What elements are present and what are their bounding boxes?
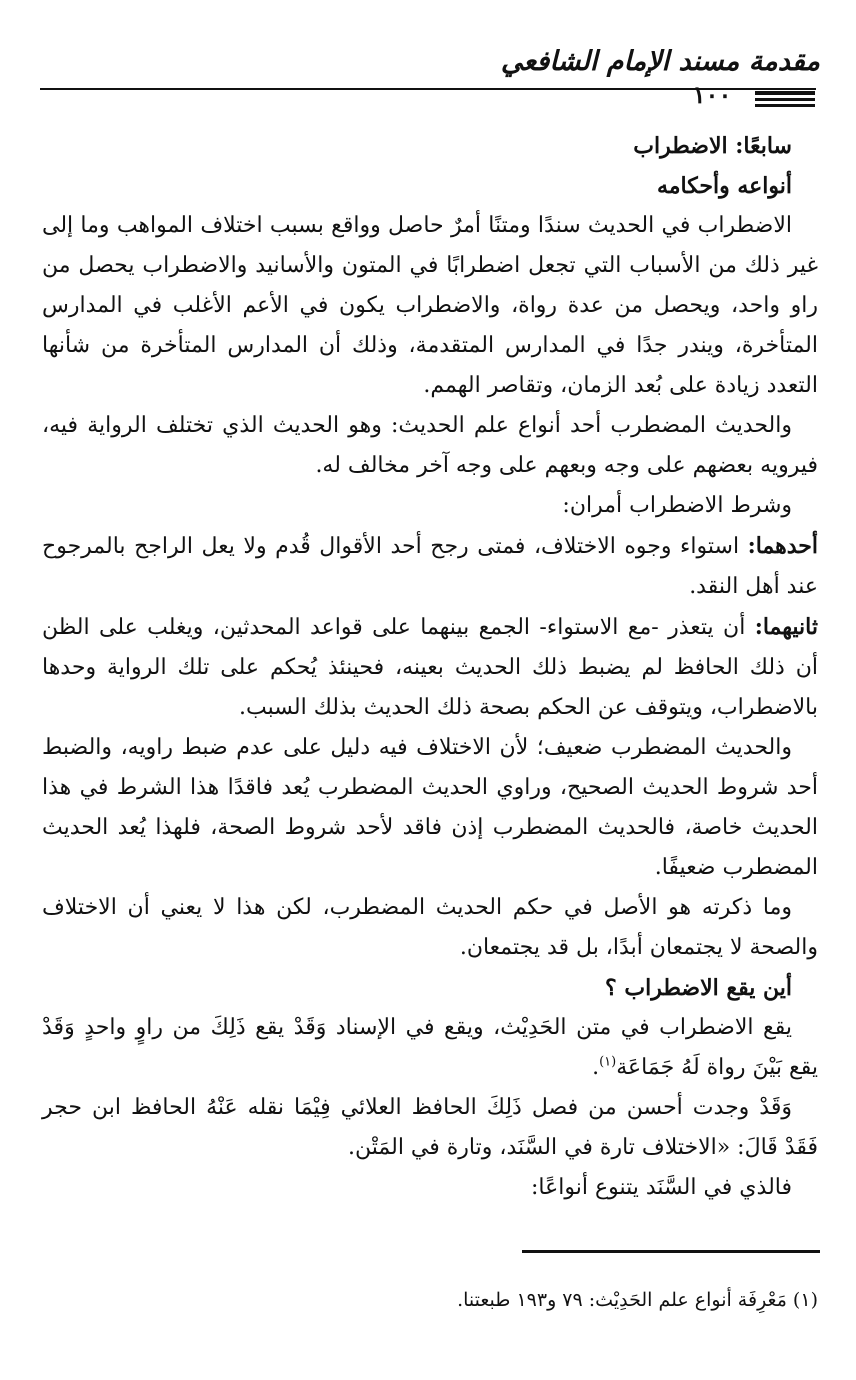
- footnote: (١) مَعْرِفَة أنواع علم الحَدِيْث: ٧٩ و١٩٣ طبعتنا.: [457, 1289, 818, 1311]
- condition-one-text: استواء وجوه الاختلاف، فمتى رجح أحد الأقوال قُدم ولا يعل الراجح بالمرجوح عند أهل النقد.: [42, 534, 818, 599]
- footnote-rule: [522, 1250, 820, 1253]
- condition-two-label: ثانيهما:: [754, 614, 818, 640]
- paragraph: والحديث المضطرب أحد أنواع علم الحديث: وهو الحديث الذي تختلف الرواية فيه، فيرويه بعضهم على وجه وبعهم على وجه آخر مخالف له.: [42, 413, 818, 478]
- footnote-reference[interactable]: (١): [599, 1054, 617, 1070]
- paragraph: وَقَدْ وجدت أحسن من فصل ذَلِكَ الحافظ العلائي فِيْمَا نقله عَنْهُ الحافظ ابن حجر فَقَدْ قَالَ: «الاختلاف تارة في السَّنَد، وتارة في المَتْن.: [42, 1095, 818, 1160]
- page-body: [42, 126, 818, 1208]
- page-number: ١٠٠: [692, 80, 732, 109]
- paragraph: الاضطراب في الحديث سندًا ومتنًا أمرٌ حاصل وواقع بسبب اختلاف المواهب وما إلى غير ذلك من الأسباب التي تجعل اضطرابًا في المتون والأسانيد والاضطراب يحصل من راو واحد، ويحصل من عدة رواة، والاضطراب يكون في الأعم الأغلب في المدارس المتأخرة، ويندر جدًا في المدارس المتقدمة، وذلك أن المدارس المتأخرة من شأنها التعدد زيادة على بُعد الزمان، وتقاصر الهمم.: [42, 213, 818, 398]
- condition-two-text: أن يتعذر -مع الاستواء- الجمع بينهما على قواعد المحدثين، ويغلب على الظن أن ذلك الحافظ لم يضبط ذلك الحديث بعينه، فحينئذ يُحكم على تلك الرواية وحدها بالاضطراب، ويتوقف عن الحكم بصحة ذلك الحديث بذلك السبب.: [42, 615, 818, 720]
- subsection-heading: أين يقع الاضطراب ؟: [605, 975, 792, 1001]
- paragraph-with-footnote: [42, 1008, 818, 1088]
- paragraph-text: يقع الاضطراب في متن الحَدِيْث، ويقع في الإسناد وَقَدْ يقع ذَلِكَ من راوٍ واحدٍ وَقَدْ يقع بَيْنَ رواة لَهُ جَمَاعَة: [42, 1015, 818, 1080]
- paragraph: والحديث المضطرب ضعيف؛ لأن الاختلاف فيه دليل على عدم ضبط راويه، والضبط أحد شروط الحديث الصحيح، وراوي الحديث المضطرب يُعد فاقدًا هذا الشرط في هذا الحديث خاصة، فالحديث المضطرب إذن فاقد لأحد شروط الصحة، فلهذا يُعد الحديث المضطرب ضعيفًا.: [42, 735, 818, 880]
- running-header-title: مقدمة مسند الإمام الشافعي: [500, 46, 820, 77]
- condition-one: [42, 526, 818, 607]
- section-subheading: أنواعه وأحكامه: [656, 173, 792, 199]
- paragraph: وما ذكرته هو الأصل في حكم الحديث المضطرب، لكن هذا لا يعني أن الاختلاف والصحة لا يجتمعان أبدًا، بل قد يجتمعان.: [42, 895, 818, 960]
- condition-two: [42, 607, 818, 728]
- paragraph: وشرط الاضطراب أمران:: [562, 493, 792, 518]
- decorative-rules: [755, 88, 815, 108]
- paragraph: فالذي في السَّنَد يتنوع أنواعًا:: [531, 1175, 792, 1200]
- condition-one-label: أحدهما:: [747, 533, 818, 559]
- section-heading: سابعًا: الاضطراب: [633, 133, 792, 159]
- paragraph-end: .: [592, 1055, 600, 1080]
